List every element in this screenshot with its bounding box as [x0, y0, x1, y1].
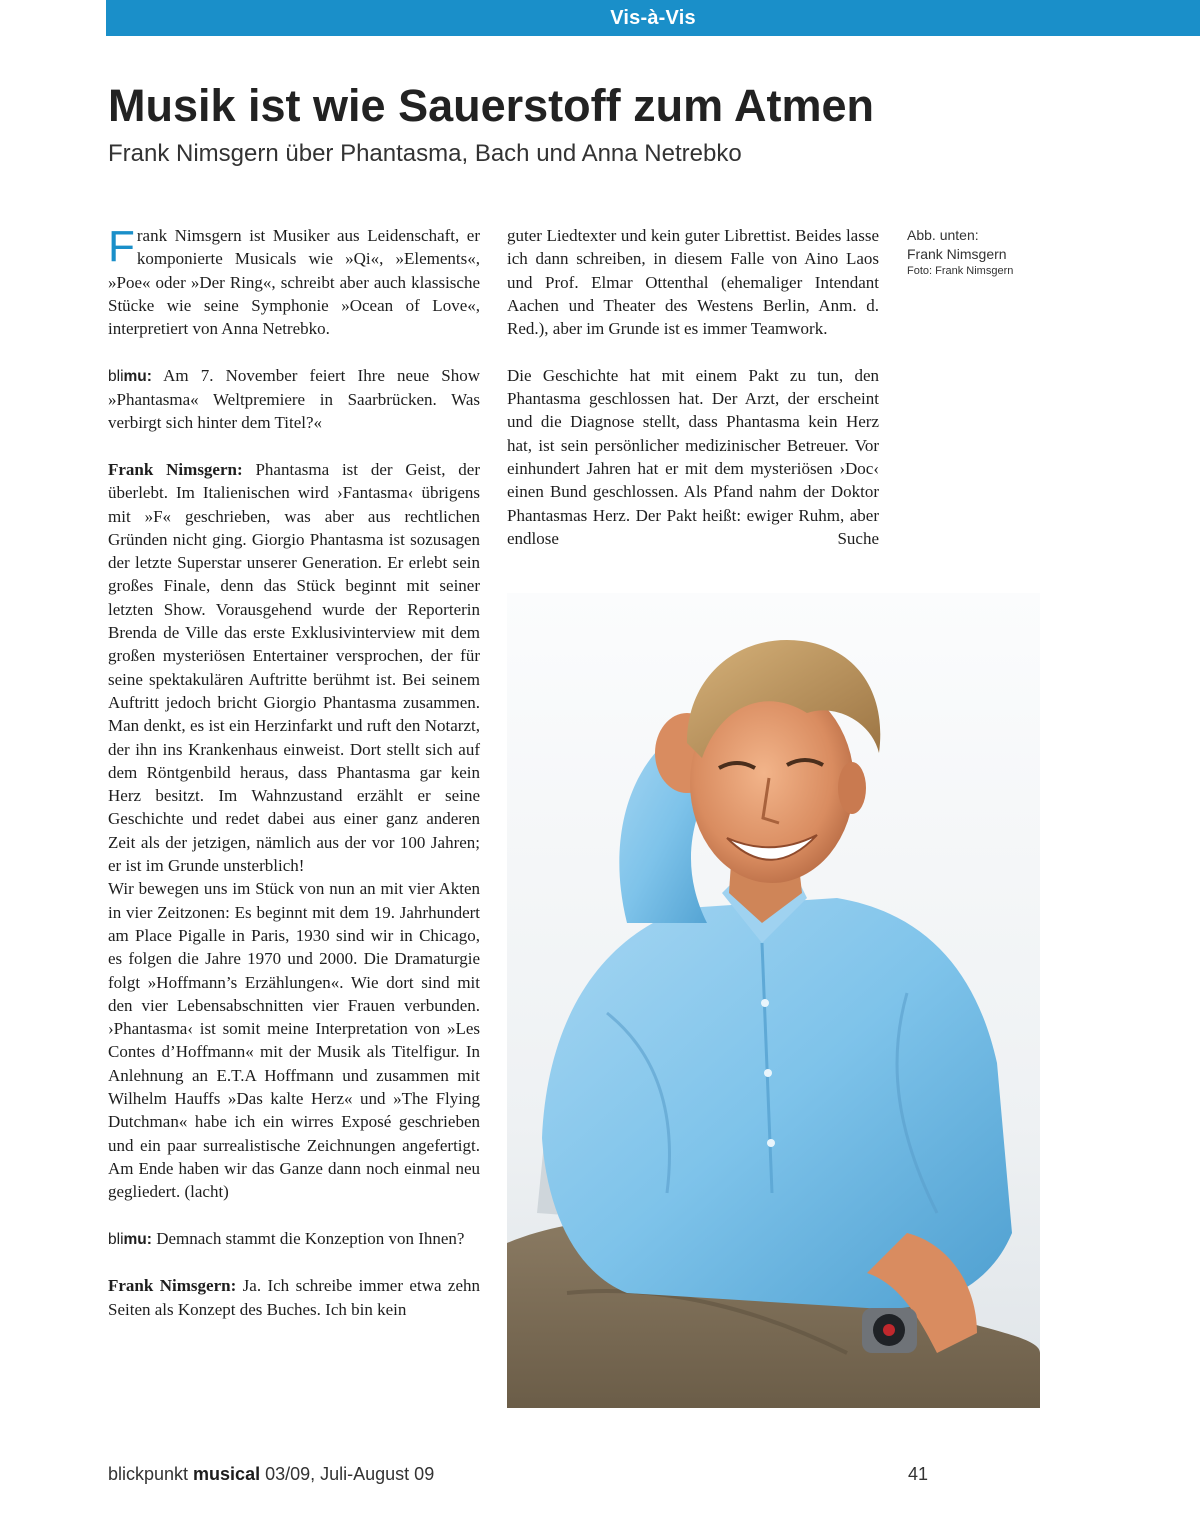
article-subtitle: Frank Nimsgern über Phantasma, Bach und Anna Netrebko: [108, 140, 742, 167]
photo-caption: [907, 226, 1107, 279]
interviewee-label: Frank Nimsgern:: [108, 1276, 237, 1296]
answer-2-text: Ja. Ich schreibe immer etwa zehn Seiten als Konzept des Buches. Ich bin kein: [108, 1276, 481, 1319]
portrait-photo-icon: [507, 593, 1040, 1408]
story-paragraph: Die Geschichte hat mit einem Pakt zu tun, den Phantasma geschlossen hat. Der Arzt, der erscheint und die Diagnose stellt, dass Phantasma kein Herz hat, ist sein persönlicher medizinischer Betreuer. Vor einhundert Jahren hat er mit dem mysteriösen ›Doc‹ einen Bund geschlossen. Als Pfand nahm der Doktor Phantasmas Herz. Der Pakt heißt: ewiger Ruhm, aber endlose Suche: [507, 365, 879, 548]
question-2-text: Demnach stammt die Konzeption von Ihnen?: [156, 1228, 465, 1248]
question-2: [108, 1227, 480, 1251]
drop-cap: F: [108, 222, 135, 271]
publication-info: blickpunkt musical 03/09, Juli-August 09: [108, 1464, 435, 1484]
interviewee-label: Frank Nimsgern:: [108, 459, 243, 479]
caption-label: Abb. unten:: [907, 227, 979, 243]
answer-1-text-1: Phantasma ist der Geist, der überlebt. Im Italienischen wird ›Fantasma‹ übrigens mit »F« geschrieben, was aber aus rechtlichen Gründen nicht ging. Giorgio Phantasma ist sozusagen der letzte Superstar unserer Generation. Er erlebt sein großes Finale, denn das Stück beginnt mit seiner letzten Show. Vorausgehend wurde der Reporterin Brenda de Ville das erste Exklusivinterview mit dem großen mysteriösen Entertainer versprochen, der für seine spektakulären Auftritte berühmt ist. Bei seinem Auftritt jedoch bricht Giorgio Phantasma zusammen. Man denkt, es ist ein Herzinfarkt und ruft den Notarzt, der ihn ins Krankenhaus einweist. Dort stellt sich auf dem Röntgenbild heraus, dass Phantasma gar kein Herz besitzt. Im Wahnzustand erzählt er seine Geschichte und redet dabei aus einer ganz anderen Zeit als der jetzigen, nämlich aus der vor 100 Jahren; er ist im Grunde unsterblich!: [108, 459, 481, 876]
interviewer-label: blimu:: [108, 367, 152, 385]
section-title: Vis-à-Vis: [610, 7, 696, 29]
intro-paragraph: [108, 224, 480, 340]
article-column-left: [108, 224, 480, 1321]
article-title: Musik ist wie Sauerstoff zum Atmen: [108, 80, 874, 131]
interviewer-label: blimu:: [108, 1230, 152, 1248]
section-header-bar: [106, 0, 1200, 36]
intro-text: rank Nimsgern ist Musiker aus Leidenschaft, er komponierte Musicals wie »Qi«, »Elements«, »Poe« oder »Der Ring«, schreibt aber auch klassische Stücke wie seine Symphonie »Ocean of Love«, interpretiert von Anna Netrebko.: [108, 226, 480, 339]
page-number: 41: [907, 1464, 928, 1484]
portrait-photo: [507, 593, 1040, 1408]
article-column-middle: [507, 224, 879, 550]
answer-1-paragraph-2: Wir bewegen uns im Stück von nun an mit vier Akten in vier Zeitzonen: Es beginnt mit dem 19. Jahrhundert am Place Pigalle in Paris, 1930 sind wir in Chicago, es folgen die Jahre 1970 und 2000. Die Dramaturgie folgt »Hoffmann’s Erzählungen«. Wie dort sind mit den vier Lebensabschnitten vier Frauen verbunden. ›Phantasma‹ ist somit meine Interpretation von »Les Contes d’Hoffmann« mit der Musik als Titelfigur. In Anlehnung an E.T.A Hoffmann und zusammen mit Wilhelm Hauffs »Das kalte Herz« und »The Flying Dutchman« habe ich ein wirres Exposé geschrieben und ein paar surrealistische Zeichnungen angefertigt. Am Ende haben wir das Ganze dann noch einmal neu gegliedert. (lacht): [108, 879, 480, 1202]
answer-1-paragraph-1: [108, 458, 480, 877]
caption-name: Frank Nimsgern: [907, 246, 1007, 262]
question-1: [108, 364, 480, 435]
answer-2-start: [108, 1274, 480, 1321]
answer-2-continuation: guter Liedtexter und kein guter Librettist. Beides lasse ich dann schreiben, in diesem Falle von Aino Laos und Prof. Elmar Ottenthal (ehemaliger Intendant Aachen und Theater des Westens Berlin, Anm. d. Red.), aber im Grunde ist es immer Teamwork.: [507, 226, 879, 339]
caption-credit: Foto: Frank Nimsgern: [907, 265, 1014, 277]
question-1-text: Am 7. November feiert Ihre neue Show »Phantasma« Weltpremiere in Saarbrücken. Was verbirgt sich hinter dem Titel?«: [108, 365, 480, 433]
